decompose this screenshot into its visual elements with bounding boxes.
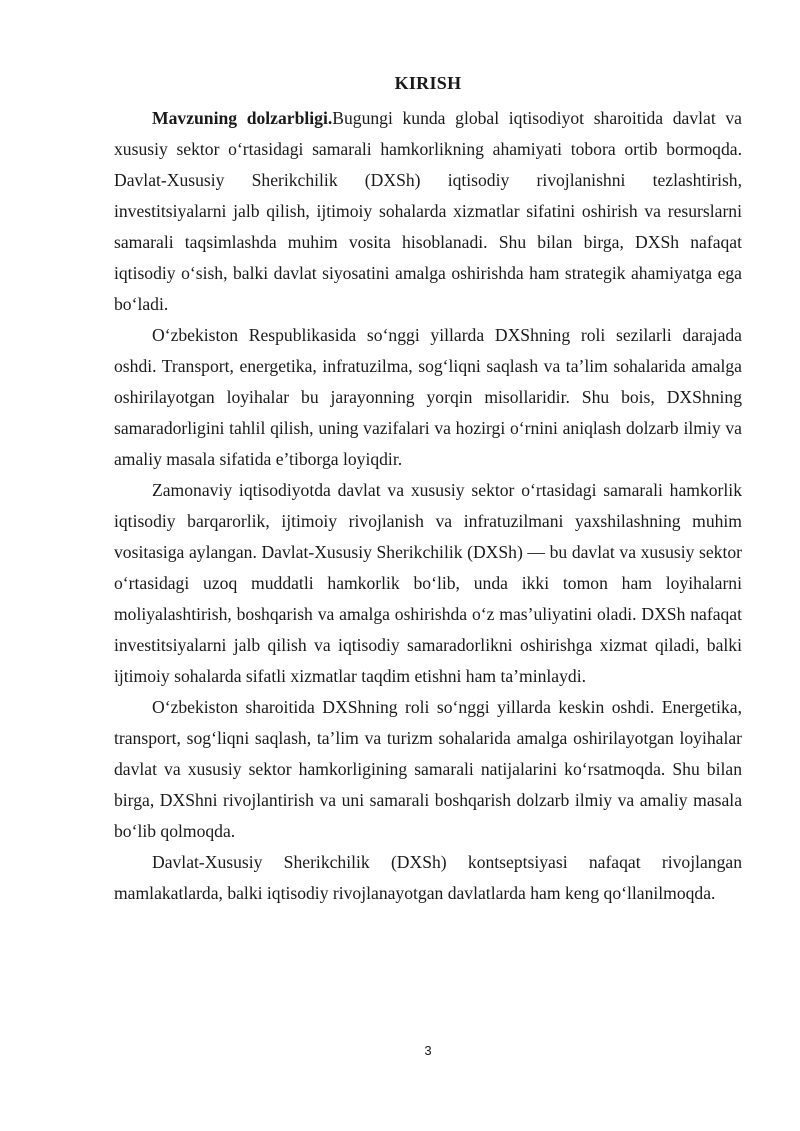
- paragraph: O‘zbekiston sharoitida DXShning roli so‘nggi yillarda keskin oshdi. Energetika, transport, sog‘liqni saqlash, ta’lim va turizm sohalarida amalga oshirilayotgan loyihalar davlat va xususiy sektor hamkorligining samarali natijalarini ko‘rsatmoqda. Shu bilan birga, DXShni rivojlantirish va uni samarali boshqarish dolzarb ilmiy va amaliy masala bo‘lib qolmoqda.: [114, 697, 742, 841]
- paragraph: Zamonaviy iqtisodiyotda davlat va xususiy sektor o‘rtasidagi samarali hamkorlik iqtisodiy barqarorlik, ijtimoiy rivojlanish va infratuzilmani yaxshilashning muhim vositasiga aylangan. Davlat-Xususiy Sherikchilik (DXSh) — bu davlat va xususiy sektor o‘rtasidagi uzoq muddatli hamkorlik bo‘lib, unda ikki tomon ham loyihalarni moliyalashtirish, boshqarish va amalga oshirishda o‘z mas’uliyatini oladi. DXSh nafaqat investitsiyalarni jalb qilish va iqtisodiy samaradorlikni oshirishga xizmat qiladi, balki ijtimoiy sohalarda sifatli xizmatlar taqdim etishni ham ta’minlaydi.: [114, 480, 742, 686]
- paragraph-text: Bugungi kunda global iqtisodiyot sharoitida davlat va xususiy sektor o‘rtasidagi samarali hamkorlikning ahamiyati tobora ortib bormoqda. Davlat-Xususiy Sherikchilik (DXSh) iqtisodiy rivojlanishni tezlashtirish, investitsiyalarni jalb qilish, ijtimoiy sohalarda xizmatlar sifatini oshirish va resurslarni samarali taqsimlashda muhim vosita hisoblanadi. Shu bilan birga, DXSh nafaqat iqtisodiy o‘sish, balki davlat siyosatini amalga oshirishda ham strategik ahamiyatga ega bo‘ladi.: [114, 108, 742, 314]
- document-page: [114, 0, 742, 1131]
- section-heading: KIRISH: [394, 73, 462, 93]
- body-text: [114, 103, 742, 909]
- paragraph: Davlat-Xususiy Sherikchilik (DXSh) kontseptsiyasi nafaqat rivojlangan mamlakatlarda, balki iqtisodiy rivojlanayotgan davlatlarda ham keng qo‘llanilmoqda.: [114, 852, 742, 903]
- page-number: 3: [424, 1043, 432, 1058]
- paragraph-lead: Mavzuning dolzarbligi.: [152, 108, 333, 128]
- paragraph-relevance: [114, 103, 742, 320]
- paragraph: O‘zbekiston Respublikasida so‘nggi yillarda DXShning roli sezilarli darajada oshdi. Transport, energetika, infratuzilma, sog‘liqni saqlash va ta’lim sohalarida amalga oshirilayotgan loyihalar bu jarayonning yorqin misollaridir. Shu bois, DXShning samaradorligini tahlil qilish, uning vazifalari va hozirgi o‘rnini aniqlash dolzarb ilmiy va amaliy masala sifatida e’tiborga loyiqdir.: [114, 325, 742, 469]
